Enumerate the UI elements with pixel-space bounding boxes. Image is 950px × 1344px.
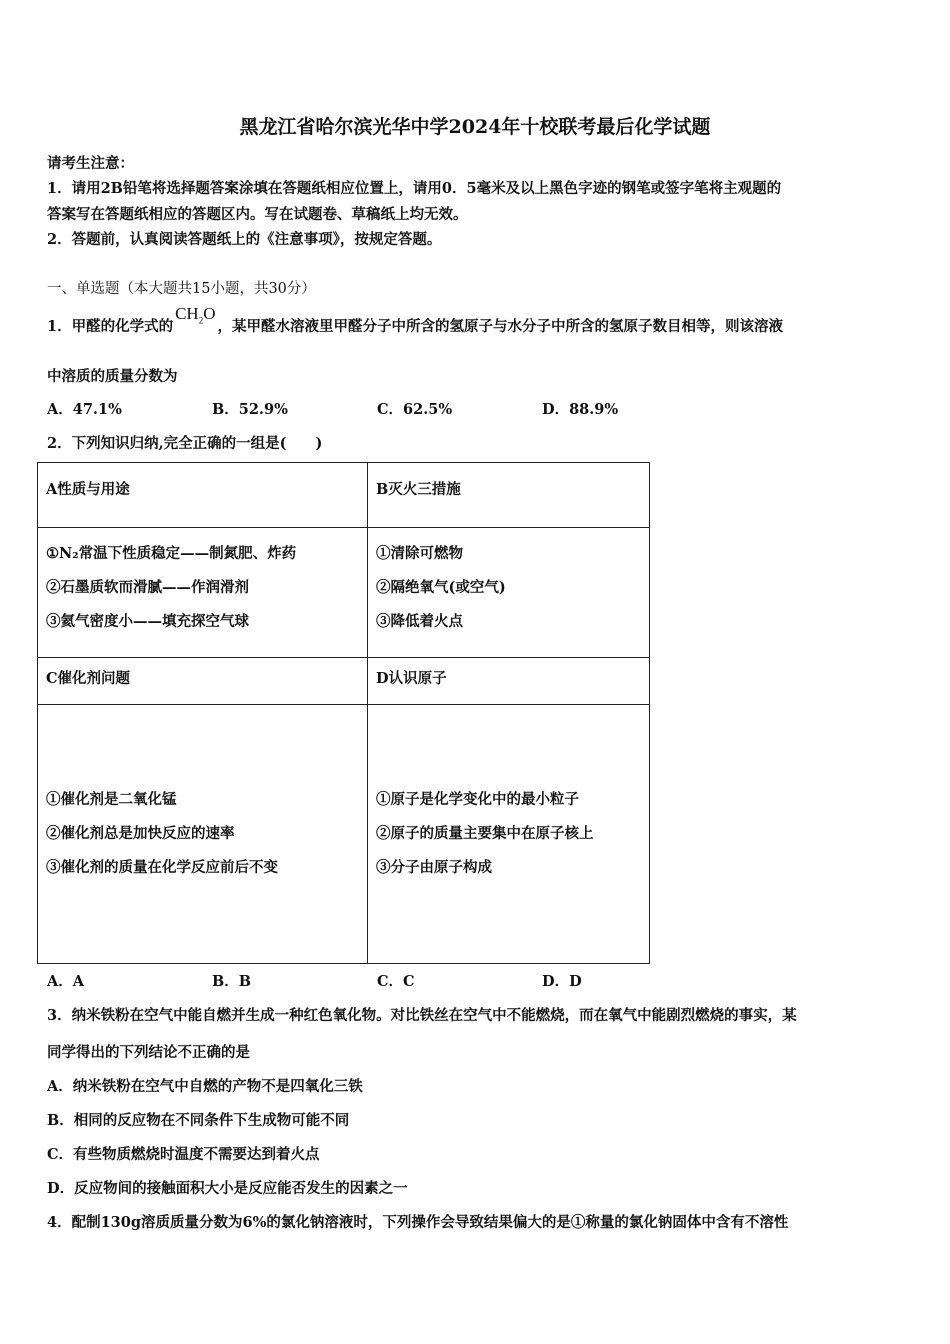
notice-heading: 请考生注意： bbox=[47, 155, 134, 172]
question-3-option-a: A．纳米铁粉在空气中自燃的产物不是四氧化三铁 bbox=[47, 1078, 363, 1095]
cell-c-item-2: ②催化剂总是加快反应的速率 bbox=[46, 825, 235, 842]
cell-d-item-2: ②原子的质量主要集中在原子核上 bbox=[376, 825, 594, 842]
question-3-line-1: 3．纳米铁粉在空气中能自燃并生成一种红色氧化物。对比铁丝在空气中不能燃烧，而在氧气中能剧烈燃烧的事实，某 bbox=[47, 1007, 797, 1024]
question-3-option-d: D．反应物间的接触面积大小是反应能否发生的因素之一 bbox=[47, 1180, 408, 1197]
cell-c-body bbox=[38, 705, 368, 964]
cell-a-body bbox=[38, 528, 368, 658]
cell-b-body bbox=[368, 528, 650, 658]
notice-line-2: 2．答题前，认真阅读答题纸上的《注意事项》，按规定答题。 bbox=[47, 231, 442, 248]
cell-a-item-2: ②石墨质软而滑腻——作润滑剂 bbox=[46, 579, 249, 596]
question-3-option-c: C．有些物质燃烧时温度不需要达到着火点 bbox=[47, 1146, 320, 1163]
question-2-option-c: C．C bbox=[377, 973, 415, 990]
cell-a-head: A性质与用途 bbox=[38, 463, 368, 528]
question-2-option-a: A．A bbox=[47, 973, 85, 990]
cell-d-item-3: ③分子由原子构成 bbox=[376, 859, 492, 876]
cell-c-item-1: ①催化剂是二氧化锰 bbox=[46, 791, 177, 808]
question-1-suffix: ，某甲醛水溶液里甲醛分子中所含的氢原子与水分子中所含的氢原子数目相等，则该溶液 bbox=[217, 318, 783, 335]
cell-a-item-1: ①N₂常温下性质稳定——制氮肥、炸药 bbox=[46, 545, 297, 562]
section-heading: 一、单选题（本大题共15小题，共30分） bbox=[47, 281, 316, 297]
notice-line-1b: 答案写在答题纸相应的答题区内。写在试题卷、草稿纸上均无效。 bbox=[47, 206, 468, 223]
question-4-line-1: 4．配制130g溶质质量分数为6%的氯化钠溶液时，下列操作会导致结果偏大的是①称量的氯化钠固体中含有不溶性 bbox=[47, 1214, 789, 1231]
cell-b-head: B灭火三措施 bbox=[368, 463, 650, 528]
question-1-option-d: D．88.9% bbox=[542, 401, 619, 418]
cell-c-head: C催化剂问题 bbox=[38, 658, 368, 705]
question-3-option-b: B．相同的反应物在不同条件下生成物可能不同 bbox=[47, 1112, 350, 1129]
question-1-option-b: B．52.9% bbox=[212, 401, 288, 418]
knowledge-table bbox=[37, 462, 650, 964]
question-1-line-1 bbox=[47, 304, 783, 337]
question-1-line-2: 中溶质的质量分数为 bbox=[47, 368, 178, 385]
cell-a-item-3: ③氦气密度小——填充探空气球 bbox=[46, 613, 249, 630]
cell-d-head: D认识原子 bbox=[368, 658, 650, 705]
page-title: 黑龙江省哈尔滨光华中学2024年十校联考最后化学试题 bbox=[239, 116, 711, 138]
cell-d-body bbox=[368, 705, 650, 964]
question-1-prefix: 1．甲醛的化学式的 bbox=[47, 318, 174, 335]
cell-d-item-1: ①原子是化学变化中的最小粒子 bbox=[376, 791, 579, 808]
question-3-line-2: 同学得出的下列结论不正确的是 bbox=[47, 1044, 250, 1061]
question-2-option-d: D．D bbox=[542, 973, 582, 990]
cell-c-item-3: ③催化剂的质量在化学反应前后不变 bbox=[46, 859, 278, 876]
question-2-stem: 2．下列知识归纳,完全正确的一组是( ) bbox=[47, 435, 323, 452]
question-2-option-b: B．B bbox=[212, 973, 252, 990]
question-1-option-a: A．47.1% bbox=[47, 401, 122, 418]
notice-line-1a: 1．请用2B铅笔将选择题答案涂填在答题纸相应位置上，请用0．5毫米及以上黑色字迹的钢笔或签字笔将主观题的 bbox=[47, 180, 782, 197]
formula-ch2o: $CH_2O$ bbox=[175, 304, 216, 326]
cell-b-item-2: ②隔绝氧气(或空气) bbox=[376, 579, 506, 596]
question-1-option-c: C．62.5% bbox=[377, 401, 453, 418]
cell-b-item-3: ③降低着火点 bbox=[376, 613, 463, 630]
cell-b-item-1: ①清除可燃物 bbox=[376, 545, 463, 562]
